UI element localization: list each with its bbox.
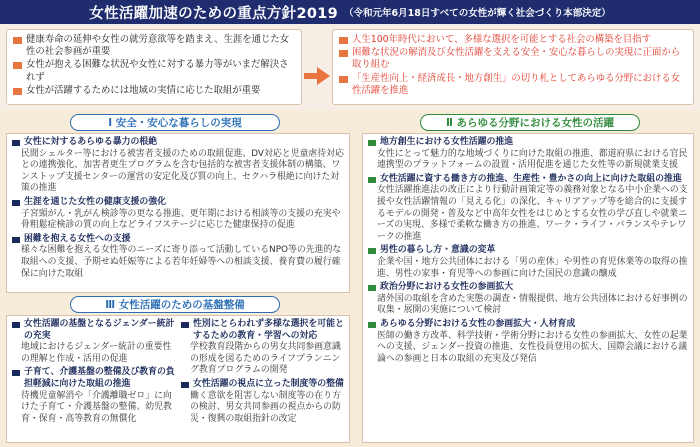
list-item: 女性に対するあらゆる暴力の根絶 民間シェルター等における被害者支援のための取組促進、DV対応と児童虐待対応との連携強化、加害者更生プログラムを含む包括的な被害者支援体制の構築、ワンストップ支援センターの運営の安定化及び質の向上、セクハラ根絶に向けた対策の推進 <box>12 137 344 195</box>
list-item: 性別にとらわれず多様な選択を可能とするための教育・学習への対応 学校教育段階からの男女共同参画意識の形成を図るためのライフプランニング教育プログラムの開発 <box>181 319 344 377</box>
list-item: 困難を抱える女性への支援 様々な困難を抱える女性等のニーズに寄り添って活動しているNPO等の先進的な取組への支援、予期せぬ妊娠等による若年妊婦等への相談支援、養育費の履行確保に向けた取組 <box>12 234 344 280</box>
list-item: 女性活躍の基盤となるジェンダー統計の充実 地域におけるジェンダー統計の重要性の理解と作成・活用の促進 <box>12 319 175 365</box>
issue-item: 女性が抱える困難な状況や女性に対する暴力等がいまだ解決されず <box>13 59 295 83</box>
square-bullet-icon <box>13 37 22 44</box>
square-bullet-icon <box>368 322 376 328</box>
list-item: 子育て、介護基盤の整備及び教育の負担軽減に向けた取組の推進 待機児童解消や「介護離職ゼロ」に向けた子育て・介護基盤の整備、幼児教育・保育・高等教育の無償化 <box>12 367 175 425</box>
section-2-panel <box>362 133 694 443</box>
square-bullet-icon <box>12 140 20 146</box>
title-bar <box>0 0 700 24</box>
square-bullet-icon <box>13 62 22 69</box>
square-bullet-icon <box>12 322 20 328</box>
square-bullet-icon <box>12 237 20 243</box>
section-3-left-list <box>12 319 175 439</box>
square-bullet-icon <box>368 140 376 146</box>
overview-band <box>0 24 700 110</box>
section-1-heading: Ⅰ 安全・安心な暮らしの実現 <box>70 114 280 131</box>
page-subtitle: （令和元年6月18日すべての女性が輝く社会づくり本部決定） <box>344 8 611 19</box>
list-item: 地方創生における女性活躍の推進 女性にとって魅力的な地域づくりに向けた取組の推進、都道府県における官民連携型のプラットフォームの設置・活用促進を通じた女性等の新規就業支援 <box>368 137 688 172</box>
section-3-panel <box>6 315 350 443</box>
list-item: 政治分野における女性の参画拡大 諸外国の取組を含めた実態の調査・情報提供、地方公共団体における好事例の収集・展開の実施について検討 <box>368 282 688 317</box>
list-item: あらゆる分野における女性の参画拡大・人材育成 医師の働き方改革、科学技術・学術分野における女性の参画拡大、女性の起業への支援、ジェンダー投資の推進、女性役員登用の拡大、国際会議における議論への参画と日本の取組の充実及び発信 <box>368 319 688 365</box>
right-arrow-icon <box>304 66 330 86</box>
list-item: 女性活躍の視点に立った制度等の整備 働く意欲を阻害しない制度等の在り方の検討、男女共同参画の視点からの防災・復興の取組指針の改定 <box>181 379 344 425</box>
section-1-panel <box>6 133 350 293</box>
issue-item: 女性が活躍するためには地域の実情に応じた取組が重要 <box>13 85 295 97</box>
square-bullet-icon <box>181 382 189 388</box>
section-3-right-list <box>181 319 344 439</box>
issue-item: 健康寿命の延伸や女性の就労意欲等を踏まえ、生涯を通じた女性の社会参画が重要 <box>13 34 295 58</box>
response-item: 人生100年時代において、多様な選択を可能とする社会の構築を目指す <box>339 34 687 46</box>
page-title: 女性活躍加速のための重点方針2019 <box>89 5 339 22</box>
section-3-heading: Ⅲ 女性活躍のための基盤整備 <box>70 296 280 313</box>
square-bullet-icon <box>181 322 189 328</box>
response-item: 「生産性向上・経済成長・地方創生」の切り札としてあらゆる分野における女性活躍を推進 <box>339 73 687 97</box>
responses-box <box>332 29 694 105</box>
response-item: 困難な状況の解消及び女性活躍を支える安全・安心な暮らしの実現に正面から取り組む <box>339 47 687 71</box>
list-item: 生涯を通じた女性の健康支援の強化 子宮頸がん・乳がん検診等の更なる推進、更年期における相談等の支援の充実や骨粗鬆症検診の質の向上などライフステージに応じた健康保持の促進 <box>12 197 344 232</box>
square-bullet-icon <box>13 88 22 95</box>
square-bullet-icon <box>368 248 376 254</box>
list-item: 男性の暮らし方・意識の変革 企業や国・地方公共団体における「男の産休」や男性の育児休業等の取得の推進、男性の家事・育児等への参画に向けた国民の意識の醸成 <box>368 245 688 280</box>
section-2-heading: Ⅱ あらゆる分野における女性の活躍 <box>420 114 640 131</box>
issues-box <box>6 29 302 105</box>
square-bullet-icon <box>339 50 348 57</box>
square-bullet-icon <box>368 285 376 291</box>
square-bullet-icon <box>12 370 20 376</box>
square-bullet-icon <box>368 177 376 183</box>
square-bullet-icon <box>339 76 348 83</box>
square-bullet-icon <box>12 200 20 206</box>
list-item: 女性活躍に資する働き方の推進、生産性・豊かさの向上に向けた取組の推進 女性活躍推進法の改正により行動計画策定等の義務対象となる中小企業への支援や女性活躍情報の「見える化」の深化、キャリアアップ等を総合的に支援するモデルの開発・普及など中高年女性をはじめとする女性の学び直しや就業ニーズの実現、多様で柔軟な働き方の推進、ワーク・ライフ・バランスやテレワークの推進 <box>368 174 688 244</box>
square-bullet-icon <box>339 37 348 44</box>
